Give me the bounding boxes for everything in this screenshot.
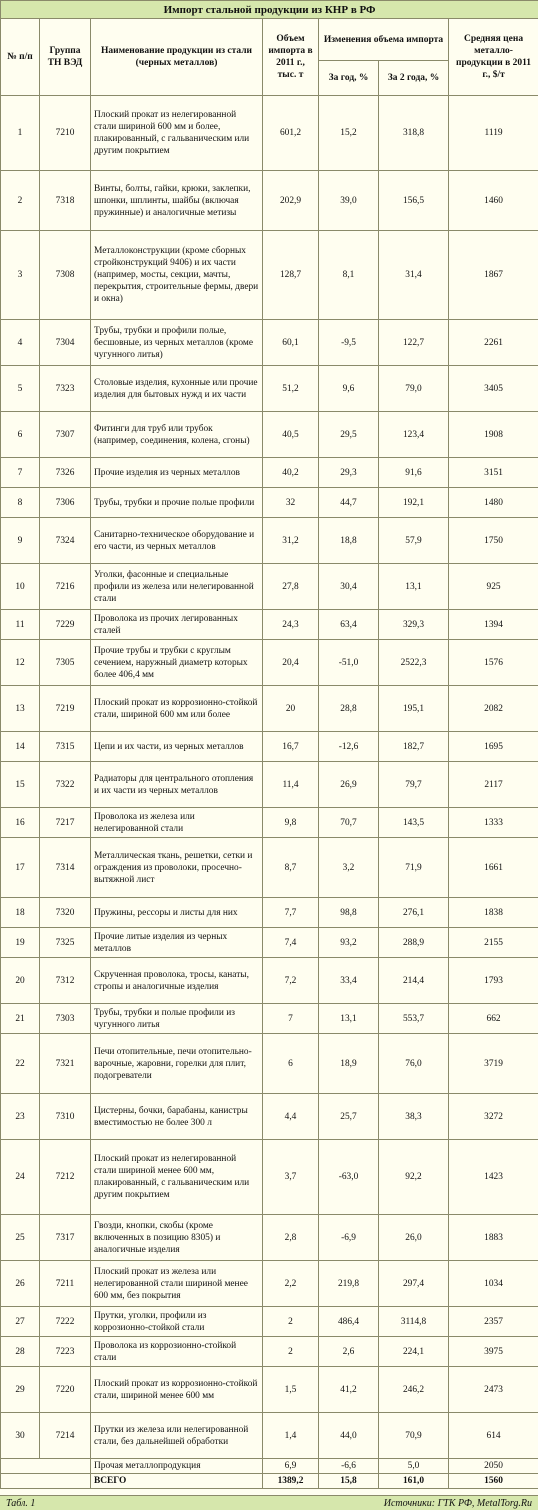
row-product-name: Прутки из железа или нелегированной стали, без дальнейшей обработки <box>91 1413 263 1459</box>
row-group-code: 7219 <box>40 686 91 732</box>
row-change-year: 28,8 <box>319 686 379 732</box>
table-row <box>1 1094 538 1140</box>
row-volume: 2 <box>263 1307 319 1337</box>
total-row-label: ВСЕГО <box>91 1474 263 1489</box>
row-change-two-years: 57,9 <box>379 518 449 564</box>
table-row <box>1 1034 538 1094</box>
row-price: 662 <box>449 1004 538 1034</box>
table-row <box>1 564 538 610</box>
row-number: 8 <box>1 488 40 518</box>
row-volume: 24,3 <box>263 610 319 640</box>
row-change-two-years: 192,1 <box>379 488 449 518</box>
row-volume: 6 <box>263 1034 319 1094</box>
row-price: 1034 <box>449 1261 538 1307</box>
row-number: 13 <box>1 686 40 732</box>
row-volume: 3,7 <box>263 1140 319 1215</box>
total-row-spacer <box>1 1474 91 1489</box>
row-product-name: Проволока из коррозионно-стойкой стали <box>91 1337 263 1367</box>
row-change-year: 39,0 <box>319 171 379 231</box>
row-number: 10 <box>1 564 40 610</box>
row-group-code: 7326 <box>40 458 91 488</box>
row-number: 24 <box>1 1140 40 1215</box>
row-change-year: 18,9 <box>319 1034 379 1094</box>
row-product-name: Прутки, уголки, профили из коррозионно-стойкой стали <box>91 1307 263 1337</box>
row-group-code: 7320 <box>40 898 91 928</box>
row-change-year: 9,6 <box>319 366 379 412</box>
row-volume: 40,2 <box>263 458 319 488</box>
table-row <box>1 762 538 808</box>
row-change-two-years: 71,9 <box>379 838 449 898</box>
row-price: 1394 <box>449 610 538 640</box>
row-volume: 202,9 <box>263 171 319 231</box>
row-group-code: 7306 <box>40 488 91 518</box>
row-change-two-years: 156,5 <box>379 171 449 231</box>
row-price: 1867 <box>449 231 538 320</box>
row-change-year: 219,8 <box>319 1261 379 1307</box>
row-number: 2 <box>1 171 40 231</box>
row-product-name: Металлическая ткань, решетки, сетки и ограждения из проволоки, просечно-вытяжной лист <box>91 838 263 898</box>
row-product-name: Трубы, трубки и полые профили из чугунного литья <box>91 1004 263 1034</box>
row-number: 18 <box>1 898 40 928</box>
row-price: 614 <box>449 1413 538 1459</box>
table-row <box>1 808 538 838</box>
row-product-name: Трубы, трубки и прочие полые профили <box>91 488 263 518</box>
table-row <box>1 412 538 458</box>
row-number: 19 <box>1 928 40 958</box>
row-number: 21 <box>1 1004 40 1034</box>
row-volume: 7 <box>263 1004 319 1034</box>
row-group-code: 7222 <box>40 1307 91 1337</box>
row-change-year: 29,3 <box>319 458 379 488</box>
row-price: 1838 <box>449 898 538 928</box>
other-row-change-year: -6,6 <box>319 1459 379 1474</box>
row-product-name: Гвозди, кнопки, скобы (кроме включенных в позицию 8305) и аналогичные изделия <box>91 1215 263 1261</box>
row-group-code: 7310 <box>40 1094 91 1140</box>
row-product-name: Плоский прокат из железа или нелегированной стали шириной менее 600 мм, без покрытия <box>91 1261 263 1307</box>
row-change-two-years: 195,1 <box>379 686 449 732</box>
row-volume: 7,2 <box>263 958 319 1004</box>
row-price: 1333 <box>449 808 538 838</box>
table-row <box>1 958 538 1004</box>
table-row <box>1 1367 538 1413</box>
row-product-name: Трубы, трубки и профили полые, бесшовные, из черных металлов (кроме чугунного литья) <box>91 320 263 366</box>
row-number: 9 <box>1 518 40 564</box>
row-group-code: 7220 <box>40 1367 91 1413</box>
row-change-year: 15,2 <box>319 96 379 171</box>
table-row <box>1 1337 538 1367</box>
row-number: 15 <box>1 762 40 808</box>
row-product-name: Цепи и их части, из черных металлов <box>91 732 263 762</box>
row-change-year: -6,9 <box>319 1215 379 1261</box>
table-row <box>1 610 538 640</box>
table-row <box>1 640 538 686</box>
table-row <box>1 1215 538 1261</box>
row-price: 1661 <box>449 838 538 898</box>
row-group-code: 7315 <box>40 732 91 762</box>
table-row <box>1 1307 538 1337</box>
header-year: За год, % <box>319 61 379 96</box>
row-change-year: 98,8 <box>319 898 379 928</box>
row-change-year: 93,2 <box>319 928 379 958</box>
row-number: 23 <box>1 1094 40 1140</box>
row-change-two-years: 553,7 <box>379 1004 449 1034</box>
row-group-code: 7211 <box>40 1261 91 1307</box>
other-row-change-two-years: 5,0 <box>379 1459 449 1474</box>
row-change-two-years: 91,6 <box>379 458 449 488</box>
row-change-year: 13,1 <box>319 1004 379 1034</box>
row-group-code: 7223 <box>40 1337 91 1367</box>
row-change-two-years: 31,4 <box>379 231 449 320</box>
row-price: 1460 <box>449 171 538 231</box>
row-price: 1119 <box>449 96 538 171</box>
row-group-code: 7317 <box>40 1215 91 1261</box>
row-product-name: Радиаторы для центрального отопления и их части из черных металлов <box>91 762 263 808</box>
row-change-two-years: 79,7 <box>379 762 449 808</box>
row-product-name: Плоский прокат из нелегированной стали шириной 600 мм и более, плакированный, с гальваническим или другим покрытием <box>91 96 263 171</box>
row-change-two-years: 276,1 <box>379 898 449 928</box>
row-group-code: 7323 <box>40 366 91 412</box>
source-note: Источники: ГТК РФ, MetalTorg.Ru <box>383 1497 532 1509</box>
header-price: Средняя цена металло-продукции в 2011 г., $/т <box>449 19 538 96</box>
row-product-name: Цистерны, бочки, барабаны, канистры вместимостью не более 300 л <box>91 1094 263 1140</box>
row-change-two-years: 92,2 <box>379 1140 449 1215</box>
table-row <box>1 171 538 231</box>
row-change-two-years: 38,3 <box>379 1094 449 1140</box>
row-price: 925 <box>449 564 538 610</box>
row-group-code: 7312 <box>40 958 91 1004</box>
row-price: 1576 <box>449 640 538 686</box>
table-row <box>1 928 538 958</box>
row-price: 2117 <box>449 762 538 808</box>
row-number: 5 <box>1 366 40 412</box>
row-change-year: -63,0 <box>319 1140 379 1215</box>
row-change-two-years: 3114,8 <box>379 1307 449 1337</box>
row-product-name: Прочие литые изделия из черных металлов <box>91 928 263 958</box>
row-volume: 8,7 <box>263 838 319 898</box>
row-change-year: -51,0 <box>319 640 379 686</box>
row-number: 11 <box>1 610 40 640</box>
row-volume: 2,8 <box>263 1215 319 1261</box>
row-number: 14 <box>1 732 40 762</box>
row-change-two-years: 123,4 <box>379 412 449 458</box>
other-row-volume: 6,9 <box>263 1459 319 1474</box>
header-volume: Объем импорта в 2011 г., тыс. т <box>263 19 319 96</box>
row-product-name: Металлоконструкции (кроме сборных стройконструкций 9406) и их части (например, мосты, секции, мачты, перекрытия, строительные фермы, двери и окна) <box>91 231 263 320</box>
row-change-two-years: 143,5 <box>379 808 449 838</box>
row-number: 16 <box>1 808 40 838</box>
other-row-price: 2050 <box>449 1459 538 1474</box>
row-group-code: 7303 <box>40 1004 91 1034</box>
row-price: 3719 <box>449 1034 538 1094</box>
row-number: 30 <box>1 1413 40 1459</box>
row-change-two-years: 26,0 <box>379 1215 449 1261</box>
row-volume: 60,1 <box>263 320 319 366</box>
row-price: 1750 <box>449 518 538 564</box>
row-product-name: Проволока из железа или нелегированной стали <box>91 808 263 838</box>
row-change-year: 2,6 <box>319 1337 379 1367</box>
row-volume: 20,4 <box>263 640 319 686</box>
row-group-code: 7229 <box>40 610 91 640</box>
row-group-code: 7217 <box>40 808 91 838</box>
row-price: 3405 <box>449 366 538 412</box>
row-change-year: -12,6 <box>319 732 379 762</box>
row-group-code: 7214 <box>40 1413 91 1459</box>
row-number: 26 <box>1 1261 40 1307</box>
table-row <box>1 1413 538 1459</box>
other-row-spacer <box>1 1459 91 1474</box>
row-change-year: 29,5 <box>319 412 379 458</box>
row-volume: 7,7 <box>263 898 319 928</box>
row-group-code: 7325 <box>40 928 91 958</box>
row-volume: 1,5 <box>263 1367 319 1413</box>
row-price: 1793 <box>449 958 538 1004</box>
row-product-name: Санитарно-техническое оборудование и его части, из черных металлов <box>91 518 263 564</box>
row-price: 1908 <box>449 412 538 458</box>
row-product-name: Винты, болты, гайки, крюки, заклепки, шпонки, шплинты, шайбы (включая пружинные) и аналогичные метизы <box>91 171 263 231</box>
header-two-years: За 2 года, % <box>379 61 449 96</box>
row-group-code: 7216 <box>40 564 91 610</box>
row-change-year: 33,4 <box>319 958 379 1004</box>
row-group-code: 7314 <box>40 838 91 898</box>
total-row-change-year: 15,8 <box>319 1474 379 1489</box>
row-volume: 27,8 <box>263 564 319 610</box>
row-number: 22 <box>1 1034 40 1094</box>
row-price: 2082 <box>449 686 538 732</box>
row-change-year: 44,0 <box>319 1413 379 1459</box>
row-number: 12 <box>1 640 40 686</box>
row-volume: 2,2 <box>263 1261 319 1307</box>
row-change-two-years: 297,4 <box>379 1261 449 1307</box>
row-change-year: 63,4 <box>319 610 379 640</box>
row-product-name: Плоский прокат из нелегированной стали шириной менее 600 мм, плакированный, с гальваническим или другим покрытием <box>91 1140 263 1215</box>
row-volume: 32 <box>263 488 319 518</box>
row-volume: 2 <box>263 1337 319 1367</box>
row-group-code: 7212 <box>40 1140 91 1215</box>
row-price: 2357 <box>449 1307 538 1337</box>
row-group-code: 7318 <box>40 171 91 231</box>
row-product-name: Прочие изделия из черных металлов <box>91 458 263 488</box>
row-number: 6 <box>1 412 40 458</box>
row-group-code: 7321 <box>40 1034 91 1094</box>
total-row-change-two-years: 161,0 <box>379 1474 449 1489</box>
row-product-name: Проволока из прочих легированных сталей <box>91 610 263 640</box>
table-row <box>1 231 538 320</box>
table-footer <box>0 1495 538 1510</box>
row-change-two-years: 288,9 <box>379 928 449 958</box>
row-change-two-years: 76,0 <box>379 1034 449 1094</box>
row-product-name: Пружины, рессоры и листы для них <box>91 898 263 928</box>
row-group-code: 7322 <box>40 762 91 808</box>
row-volume: 9,8 <box>263 808 319 838</box>
row-number: 28 <box>1 1337 40 1367</box>
row-change-two-years: 13,1 <box>379 564 449 610</box>
row-change-year: 41,2 <box>319 1367 379 1413</box>
row-number: 27 <box>1 1307 40 1337</box>
table-row <box>1 96 538 171</box>
row-change-year: 44,7 <box>319 488 379 518</box>
row-group-code: 7308 <box>40 231 91 320</box>
table-row <box>1 686 538 732</box>
row-change-two-years: 182,7 <box>379 732 449 762</box>
row-group-code: 7324 <box>40 518 91 564</box>
total-row-volume: 1389,2 <box>263 1474 319 1489</box>
row-volume: 16,7 <box>263 732 319 762</box>
table-row <box>1 1261 538 1307</box>
row-change-two-years: 70,9 <box>379 1413 449 1459</box>
row-change-two-years: 79,0 <box>379 366 449 412</box>
row-number: 25 <box>1 1215 40 1261</box>
table-label: Табл. 1 <box>6 1497 36 1509</box>
row-price: 1695 <box>449 732 538 762</box>
row-number: 3 <box>1 231 40 320</box>
row-product-name: Плоский прокат из коррозионно-стойкой стали, шириной менее 600 мм <box>91 1367 263 1413</box>
row-volume: 601,2 <box>263 96 319 171</box>
row-product-name: Столовые изделия, кухонные или прочие изделия для бытовых нужд и их части <box>91 366 263 412</box>
row-change-year: 486,4 <box>319 1307 379 1337</box>
table-row <box>1 320 538 366</box>
row-change-year: -9,5 <box>319 320 379 366</box>
row-group-code: 7304 <box>40 320 91 366</box>
row-change-two-years: 224,1 <box>379 1337 449 1367</box>
row-change-year: 26,9 <box>319 762 379 808</box>
row-volume: 11,4 <box>263 762 319 808</box>
row-price: 2155 <box>449 928 538 958</box>
row-change-year: 18,8 <box>319 518 379 564</box>
row-group-code: 7210 <box>40 96 91 171</box>
row-volume: 1,4 <box>263 1413 319 1459</box>
row-price: 1423 <box>449 1140 538 1215</box>
header-change: Изменения объема импорта <box>319 19 449 61</box>
header-num: № п/п <box>1 19 40 96</box>
other-row-label: Прочая металлопродукция <box>91 1459 263 1474</box>
header-name: Наименование продукции из стали (черных металлов) <box>91 19 263 96</box>
row-change-two-years: 2522,3 <box>379 640 449 686</box>
row-change-two-years: 214,4 <box>379 958 449 1004</box>
row-number: 4 <box>1 320 40 366</box>
row-volume: 51,2 <box>263 366 319 412</box>
row-product-name: Скрученная проволока, тросы, канаты, стропы и аналогичные изделия <box>91 958 263 1004</box>
row-change-two-years: 329,3 <box>379 610 449 640</box>
row-price: 3975 <box>449 1337 538 1367</box>
table-row <box>1 838 538 898</box>
row-number: 29 <box>1 1367 40 1413</box>
row-product-name: Фитинги для труб или трубок (например, соединения, колена, сгоны) <box>91 412 263 458</box>
other-row <box>1 1459 538 1474</box>
row-number: 7 <box>1 458 40 488</box>
row-volume: 20 <box>263 686 319 732</box>
row-volume: 7,4 <box>263 928 319 958</box>
total-row <box>1 1474 538 1489</box>
header-group: Группа ТН ВЭД <box>40 19 91 96</box>
table-row <box>1 366 538 412</box>
table-row <box>1 488 538 518</box>
row-change-two-years: 122,7 <box>379 320 449 366</box>
row-number: 1 <box>1 96 40 171</box>
row-price: 2261 <box>449 320 538 366</box>
row-product-name: Печи отопительные, печи отопительно-варочные, жаровни, горелки для плит, подогреватели <box>91 1034 263 1094</box>
row-price: 1480 <box>449 488 538 518</box>
row-change-year: 30,4 <box>319 564 379 610</box>
row-change-two-years: 246,2 <box>379 1367 449 1413</box>
total-row-price: 1560 <box>449 1474 538 1489</box>
row-price: 2473 <box>449 1367 538 1413</box>
table-body <box>1 96 538 1489</box>
row-change-year: 3,2 <box>319 838 379 898</box>
row-volume: 4,4 <box>263 1094 319 1140</box>
row-volume: 40,5 <box>263 412 319 458</box>
table-row <box>1 732 538 762</box>
row-group-code: 7305 <box>40 640 91 686</box>
table-row <box>1 898 538 928</box>
row-change-year: 8,1 <box>319 231 379 320</box>
row-change-year: 25,7 <box>319 1094 379 1140</box>
table-title: Импорт стальной продукции из КНР в РФ <box>1 1 538 19</box>
row-product-name: Плоский прокат из коррозионно-стойкой стали, шириной 600 мм или более <box>91 686 263 732</box>
row-price: 1883 <box>449 1215 538 1261</box>
table-row <box>1 1140 538 1215</box>
table-row <box>1 458 538 488</box>
row-group-code: 7307 <box>40 412 91 458</box>
row-price: 3272 <box>449 1094 538 1140</box>
row-volume: 128,7 <box>263 231 319 320</box>
row-change-two-years: 318,8 <box>379 96 449 171</box>
table-row <box>1 518 538 564</box>
row-number: 20 <box>1 958 40 1004</box>
row-product-name: Уголки, фасонные и специальные профили из железа или нелегированной стали <box>91 564 263 610</box>
row-product-name: Прочие трубы и трубки с круглым сечением, наружный диаметр которых более 406,4 мм <box>91 640 263 686</box>
row-number: 17 <box>1 838 40 898</box>
row-change-year: 70,7 <box>319 808 379 838</box>
row-price: 3151 <box>449 458 538 488</box>
table-row <box>1 1004 538 1034</box>
row-volume: 31,2 <box>263 518 319 564</box>
